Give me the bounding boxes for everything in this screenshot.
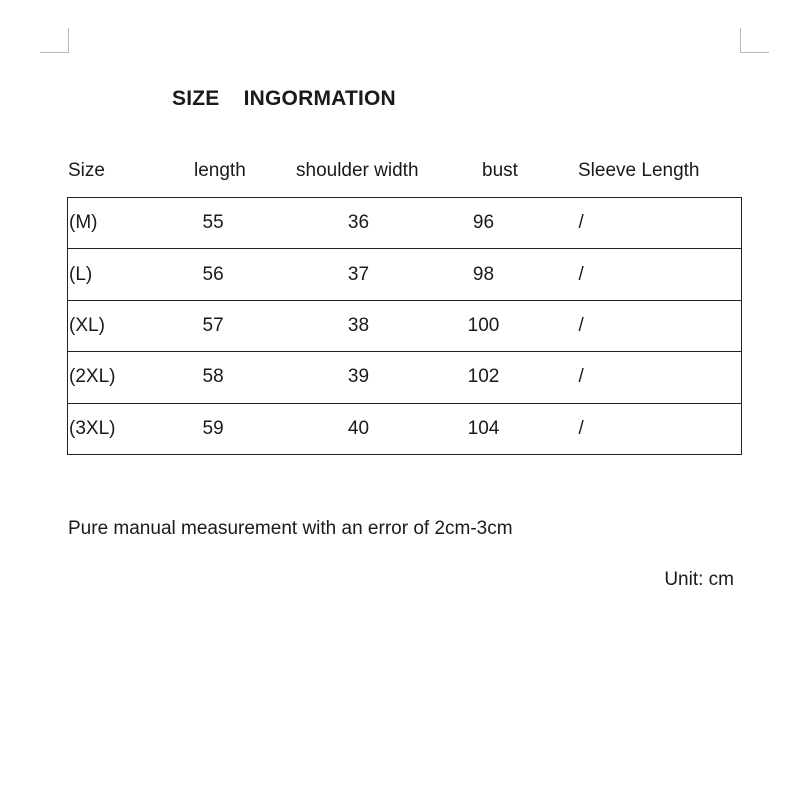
table-row (68, 249, 742, 300)
size-table (67, 197, 742, 455)
bust-cell: 104 (429, 403, 539, 454)
header-size: Size (68, 160, 105, 181)
table-row (68, 300, 742, 351)
size-cell: (XL) (68, 300, 193, 351)
shoulder-width-cell: 37 (289, 249, 429, 300)
table-row (68, 198, 742, 249)
table-row (68, 352, 742, 403)
length-cell: 57 (193, 300, 289, 351)
sleeve-length-cell: / (539, 300, 742, 351)
crop-mark-top-right (740, 28, 769, 53)
bust-cell: 98 (429, 249, 539, 300)
length-cell: 56 (193, 249, 289, 300)
crop-mark-top-left (40, 28, 69, 53)
sleeve-length-cell: / (539, 198, 742, 249)
header-length: length (194, 160, 246, 181)
measurement-note: Pure manual measurement with an error of 2cm-3cm (68, 518, 513, 539)
length-cell: 58 (193, 352, 289, 403)
sleeve-length-cell: / (539, 249, 742, 300)
table-row (68, 403, 742, 454)
length-cell: 59 (193, 403, 289, 454)
shoulder-width-cell: 40 (289, 403, 429, 454)
size-cell: (M) (68, 198, 193, 249)
unit-label: Unit: cm (664, 569, 734, 590)
bust-cell: 102 (429, 352, 539, 403)
bust-cell: 96 (429, 198, 539, 249)
shoulder-width-cell: 36 (289, 198, 429, 249)
size-cell: (L) (68, 249, 193, 300)
sleeve-length-cell: / (539, 403, 742, 454)
size-cell: (3XL) (68, 403, 193, 454)
shoulder-width-cell: 38 (289, 300, 429, 351)
header-sleeve-length: Sleeve Length (578, 160, 700, 181)
length-cell: 55 (193, 198, 289, 249)
header-shoulder-width: shoulder width (296, 160, 419, 181)
sleeve-length-cell: / (539, 352, 742, 403)
bust-cell: 100 (429, 300, 539, 351)
size-cell: (2XL) (68, 352, 193, 403)
shoulder-width-cell: 39 (289, 352, 429, 403)
page-title: SIZE INGORMATION (172, 87, 396, 110)
header-bust: bust (482, 160, 518, 181)
